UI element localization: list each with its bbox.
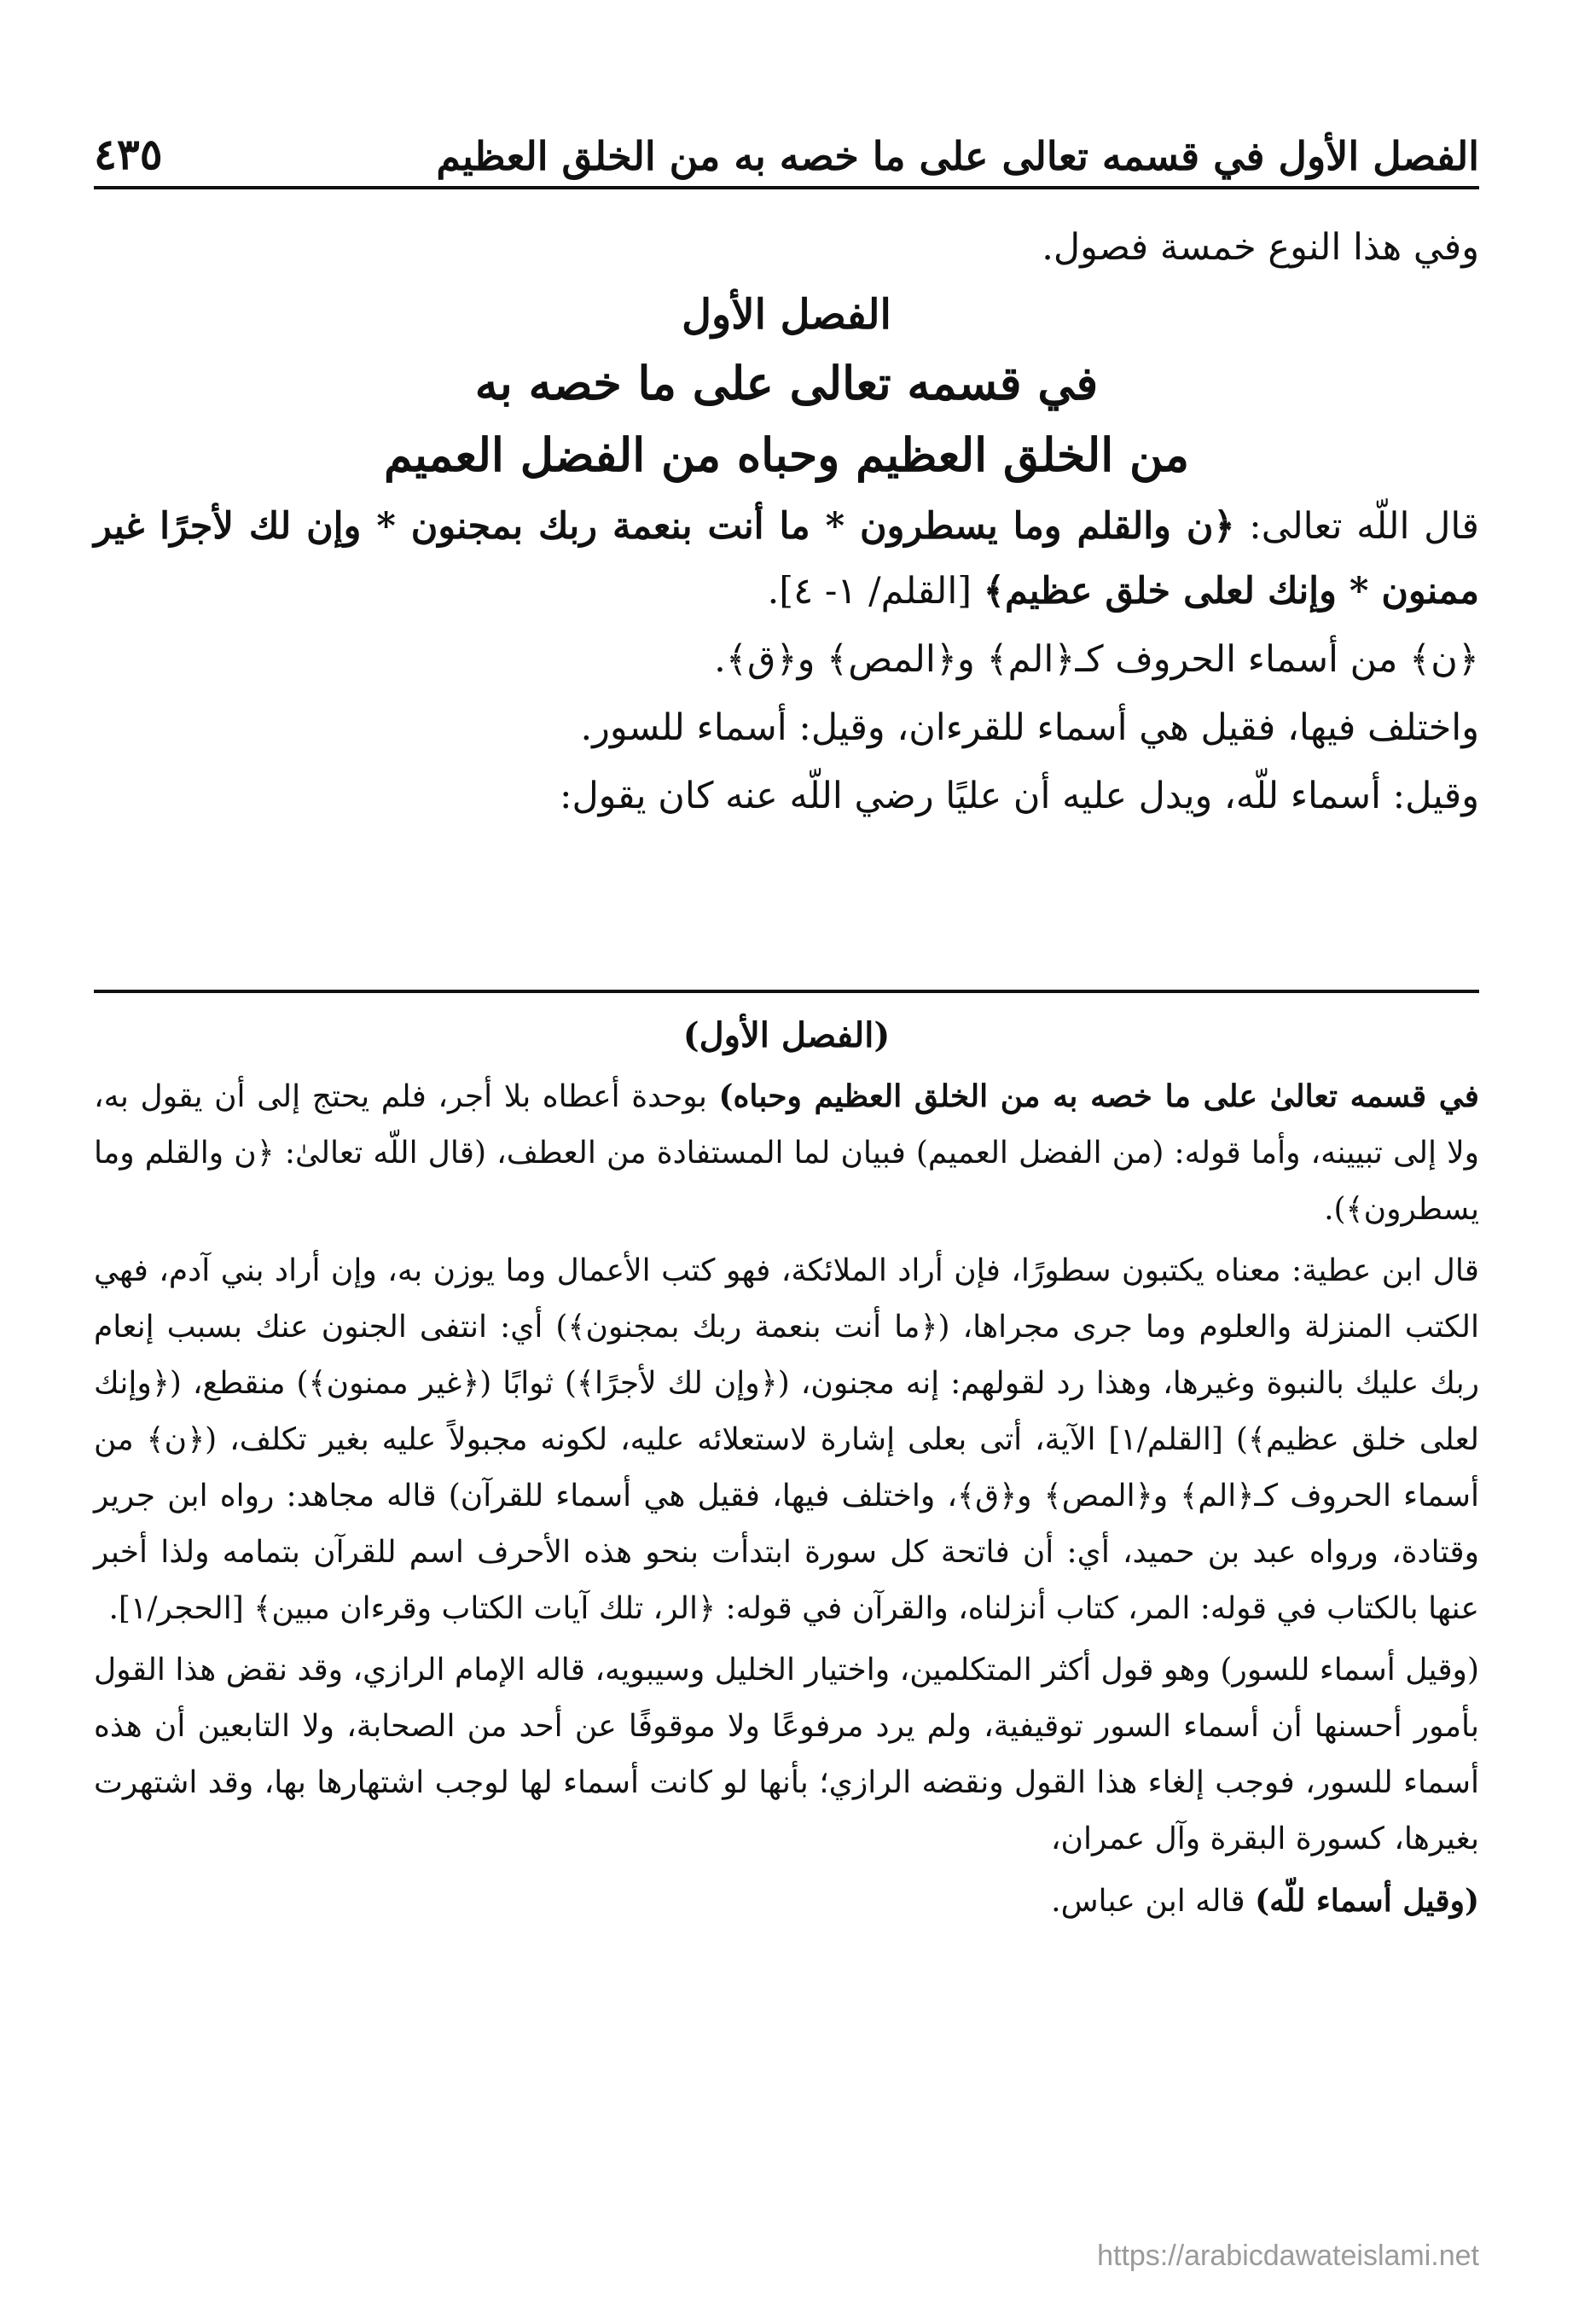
commentary-paragraph-3: (وقيل أسماء للسور) وهو قول أكثر المتكلمين، واختيار الخليل وسيبويه، قاله الإمام الرازي، وقد نقض هذا القول بأمور أحسنها أن أسماء السور توقيفية، ولم يرد مرفوعًا ولا موقوفًا عن أحد من الصحابة، ولا التابعين أن هذه أسماء للسور، فوجب إلغاء هذا القول ونقضه الرازي؛ بأنها لو كانت أسماء لها لوجب اشتهارها بها، وقد اشتهرت بغيرها، كسورة البقرة وآل عمران،	[94, 1653, 1479, 1856]
commentary-title: (الفصل الأول)	[682, 1015, 891, 1055]
page-number: ٤٣٥	[94, 129, 163, 179]
commentary-paragraph-4	[94, 1873, 1479, 1930]
commentary-divider	[94, 990, 1479, 993]
watermark-url: https://arabicdawateislami.net	[1097, 2240, 1479, 2272]
commentary-paragraph-2: قال ابن عطية: معناه يكتبون سطورًا، فإن أراد الملائكة، فهو كتب الأعمال وما يوزن به، وإن أراد بني آدم، فهي الكتب المنزلة والعلوم وما جرى مجراها، (﴿ما أنت بنعمة ربك بمجنون﴾) أي: انتفى الجنون عنك بسبب إنعام ربك عليك بالنبوة وغيرها، وهذا رد لقولهم: إنه مجنون، (﴿وإن لك لأجرًا﴾) ثوابًا (﴿غير ممنون﴾) منقطع، (﴿وإنك لعلى خلق عظيم﴾) [القلم/١] الآية، أتى بعلى إشارة لاستعلائه عليه، لكونه مجبولاً عليه بغير تكلف، (﴿ن﴾ من أسماء الحروف كـ﴿الم﴾ و﴿المص﴾ و﴿ق﴾، واختلف فيها، فقيل هي أسماء للقرآن) قاله مجاهد: رواه ابن جرير وقتادة، ورواه عبد بن حميد، أي: أن فاتحة كل سورة ابتدأت بنحو هذه الأحرف اسم للقرآن بتمامه ولذا أخبر عنها بالكتاب في قوله: المر، كتاب أنزلناه، والقرآن في قوله: ﴿الر، تلك آيات الكتاب وقرءان مبين﴾ [الحجر/١].	[94, 1253, 1479, 1626]
header-divider	[94, 186, 1479, 189]
chapter-subtitle-2: من الخلق العظيم وحباه من الفضل العميم	[383, 427, 1190, 482]
running-header	[94, 102, 1479, 179]
main-paragraph-3: وقيل: أسماء للّه، ويدل عليه أن عليًا رضي اللّه عنه كان يقول:	[559, 775, 1479, 817]
commentary-section	[94, 1007, 1479, 1935]
intro-line: وفي هذا النوع خمسة فصول.	[1042, 226, 1479, 269]
commentary-p1-bold: في قسمه تعالىٰ على ما خصه به من الخلق العظيم وحباه)	[718, 1078, 1479, 1114]
commentary-paragraph-1	[94, 1068, 1479, 1238]
quran-verse	[94, 494, 1479, 624]
commentary-p4-bold: (وقيل أسماء للّه)	[1255, 1883, 1479, 1919]
verse-intro: قال اللّه تعالى:	[1234, 505, 1479, 548]
verse-reference: [القلم/ ١- ٤].	[767, 570, 984, 613]
main-paragraph-2: واختلف فيها، فقيل هي أسماء للقرءان، وقيل: أسماء للسور.	[580, 706, 1479, 749]
main-text	[94, 218, 1479, 828]
commentary-p1-rest: بوحدة أعطاه بلا أجر، فلم يحتج إلى أن يقول به، ولا إلى تبيينه، وأما قوله: (من الفضل العميم) فبيان لما المستفادة من العطف، (قال اللّه تعالىٰ: ﴿ن والقلم وما يسطرون﴾).	[94, 1079, 1479, 1227]
main-paragraph-1: ﴿ن﴾ من أسماء الحروف كـ﴿الم﴾ و﴿المص﴾ و﴿ق﴾.	[714, 638, 1479, 681]
verse-text: ﴿ن والقلم وما يسطرون * ما أنت بنعمة ربك بمجنون * وإن لك لأجرًا غير ممنون * وإنك لعلى خلق عظيم﴾	[94, 505, 1479, 613]
chapter-heading: الفصل الأول	[682, 291, 891, 339]
chapter-subtitle-1: في قسمه تعالى على ما خصه به	[474, 356, 1099, 410]
commentary-p4-rest: قاله ابن عباس.	[1051, 1884, 1256, 1919]
header-title: الفصل الأول في قسمه تعالى على ما خصه به من الخلق العظيم	[436, 133, 1479, 179]
